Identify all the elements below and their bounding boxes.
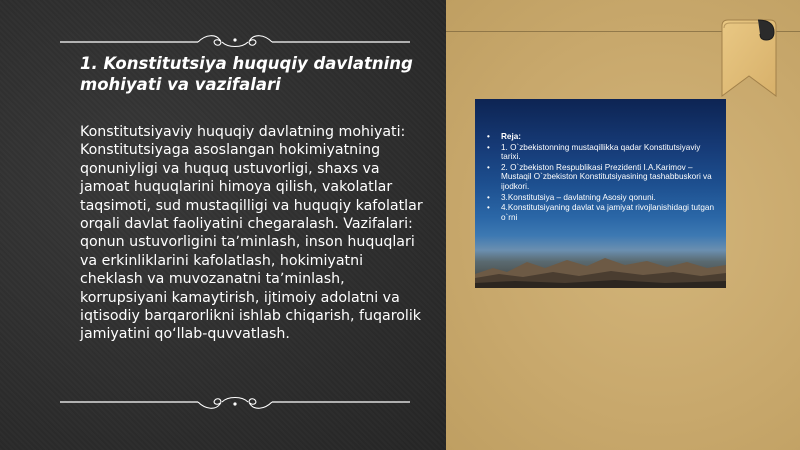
slide-thumbnail [475, 99, 726, 288]
body-paragraph: Konstitutsiyaviy huquqiy davlatning mohiyati: Konstitutsiyaga asoslangan hokimiyatning qonuniyligi va huquq ustuvorligi, shaxs va jamoat huquqlarini himoya qilish, vakolatlar taqsimoti, sud mustaqilligi va huquqiy kafolatlar orqali davlat faoliyatini chegaralash. Vazifalari: qonun ustuvorligini taʼminlash, inson huquqlari va erkinliklarini kafolatlash, hokimiyatni cheklash va muvozanatni taʼminlash, korrupsiyani kamaytirish, ijtimoiy adolatni va iqtisodiy barqarorlikni ishlab chiqarish, fuqarolik jamiyatini qoʻllab-quvvatlash. [80, 124, 423, 343]
list-item: • 3.Konstitutsiya – davlatning Asosiy qonuni. [485, 193, 720, 203]
flourish-divider-icon [60, 392, 410, 412]
list-item: • Reja: [485, 132, 720, 142]
list-item: • 1. O`zbekistonning mustaqillikka qadar Konstitutsiyaviy tarixi. [485, 143, 720, 162]
outline-list [485, 132, 720, 223]
list-item: • 2. O`zbekiston Respublikasi Prezidenti I.A.Karimov – Mustaqil O`zbekiston Konstitutsiyasining tashabbuskori va ijodkori. [485, 163, 720, 192]
mountain-landscape-icon [475, 248, 726, 288]
list-item: • 4.Konstitutsiyaning davlat va jamiyat rivojlanishidagi tutgan o`rni [485, 203, 720, 222]
page-title: 1. Konstitutsiya huquqiy davlatning mohiyati va vazifalari [80, 54, 413, 94]
ribbon-bookmark-icon [718, 18, 778, 98]
flourish-divider-icon [60, 32, 410, 52]
